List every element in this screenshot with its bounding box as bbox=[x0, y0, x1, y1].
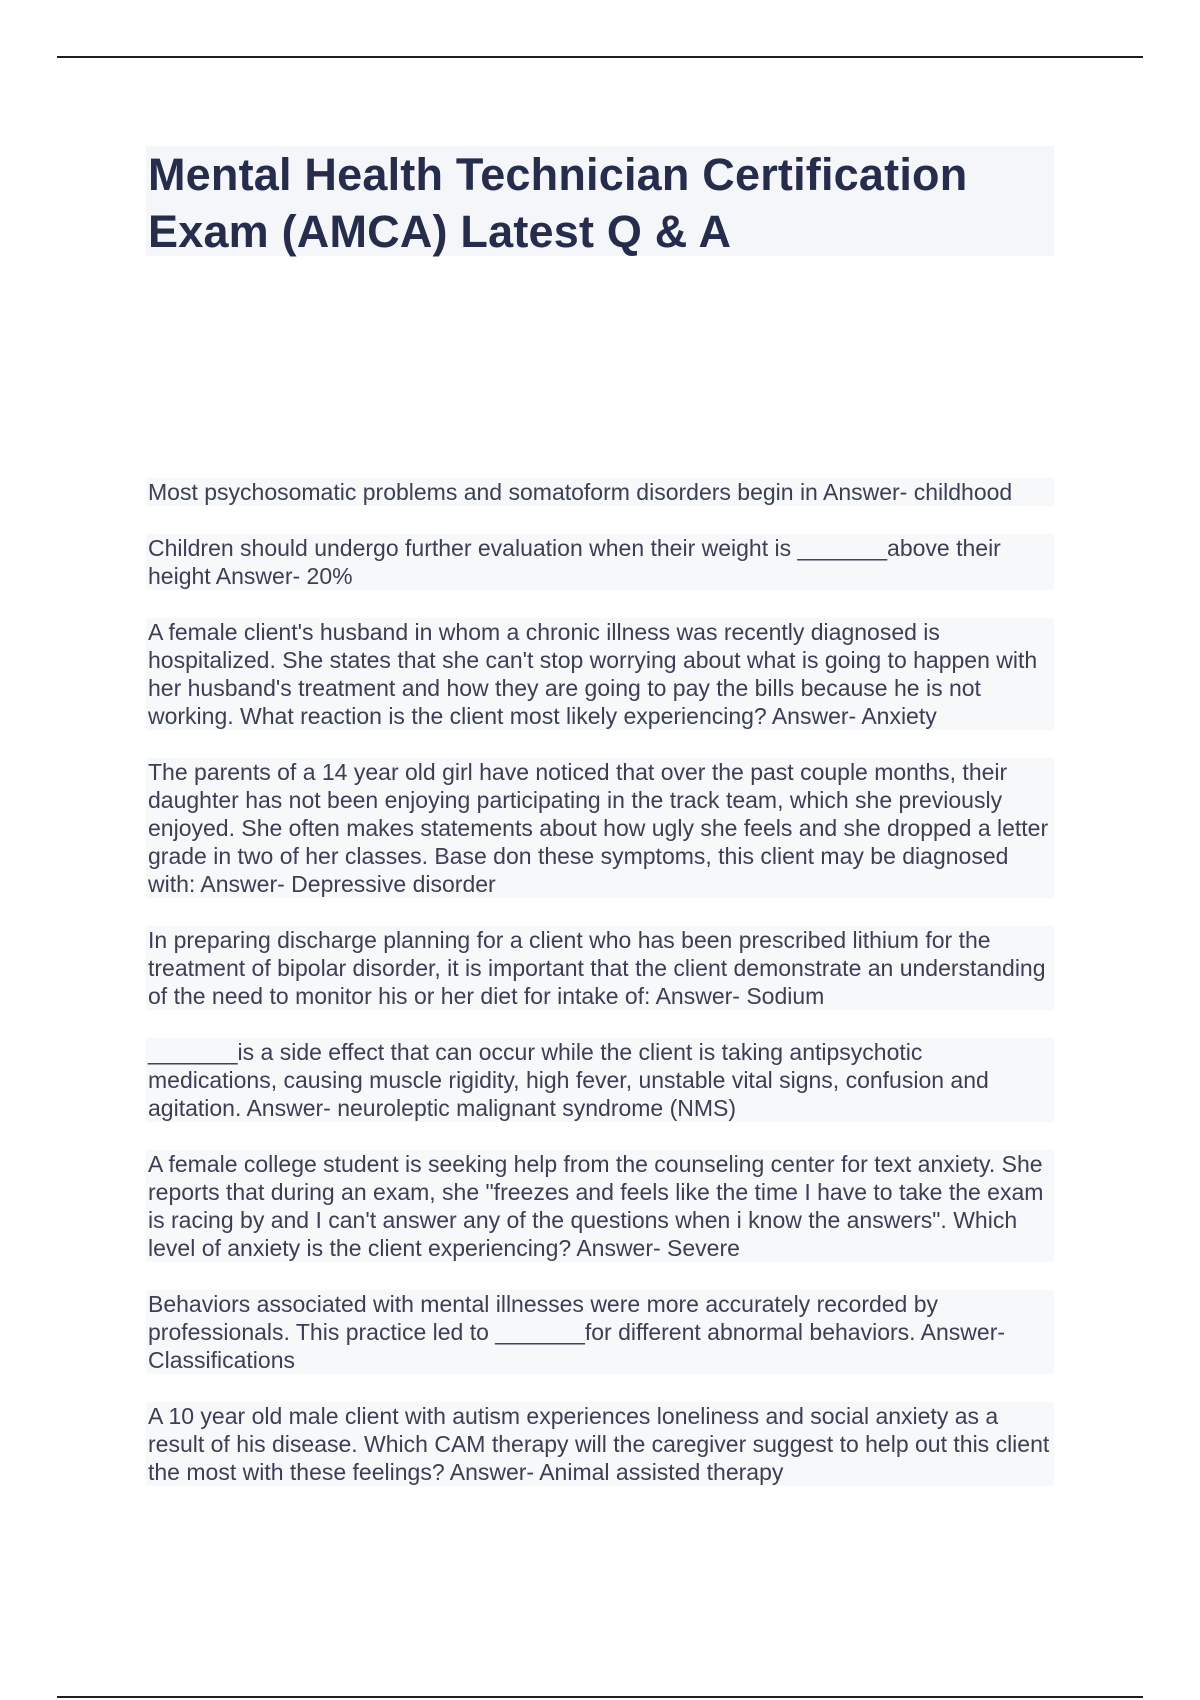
qa-question: A female college student is seeking help from the counseling center for text anxiety. She reports that during an exam, she "freezes and feels like the time I have to take the exam is racing by and I can't answer any of the questions when i know the answers". Which level of anxiety is the client experiencing? bbox=[148, 1151, 1044, 1261]
qa-list bbox=[146, 478, 1054, 1514]
qa-answer: Answer- 20% bbox=[215, 563, 353, 589]
qa-item bbox=[146, 534, 1054, 590]
qa-item bbox=[146, 1038, 1054, 1122]
qa-item bbox=[146, 1290, 1054, 1374]
qa-item bbox=[146, 478, 1054, 506]
top-divider bbox=[57, 56, 1143, 58]
qa-question: Most psychosomatic problems and somatoform disorders begin in bbox=[148, 479, 823, 505]
qa-item bbox=[146, 618, 1054, 730]
qa-answer: Answer- childhood bbox=[822, 479, 1013, 505]
qa-question: Behaviors associated with mental illnesses were more accurately recorded by professionals. This practice led to _______for different abnormal behaviors. bbox=[148, 1291, 939, 1345]
qa-answer: Answer- Severe bbox=[576, 1235, 740, 1261]
qa-answer: Answer- Animal assisted therapy bbox=[449, 1459, 784, 1485]
qa-question: The parents of a 14 year old girl have noticed that over the past couple months, their daughter has not been enjoying participating in the track team, which she previously enjoyed. She often makes statements about how ugly she feels and she dropped a letter grade in two of her classes. Base don these symptoms, this client may be diagnosed with: bbox=[148, 759, 1049, 897]
document-title: Mental Health Technician Certification Exam (AMCA) Latest Q & A bbox=[148, 149, 968, 257]
qa-item bbox=[146, 1402, 1054, 1486]
qa-question: Children should undergo further evaluation when their weight is _______above their height bbox=[148, 535, 1001, 589]
qa-answer: Answer- Depressive disorder bbox=[200, 871, 496, 897]
qa-item bbox=[146, 926, 1054, 1010]
bottom-divider bbox=[57, 1696, 1143, 1698]
qa-answer: Answer- Anxiety bbox=[771, 703, 937, 729]
qa-question: A female client's husband in whom a chronic illness was recently diagnosed is hospitalized. She states that she can't stop worrying about what is going to happen with her husband's treatment and how they are going to pay the bills because he is not working. What reaction is the client most likely experiencing? bbox=[148, 619, 1038, 729]
qa-item bbox=[146, 758, 1054, 898]
qa-item bbox=[146, 1150, 1054, 1262]
qa-answer: Answer- Classifications bbox=[148, 1319, 1006, 1373]
qa-answer: Answer- Sodium bbox=[655, 983, 825, 1009]
qa-question: In preparing discharge planning for a client who has been prescribed lithium for the treatment of bipolar disorder, it is important that the client demonstrate an understanding of the need to monitor his or her diet for intake of: bbox=[148, 927, 1046, 1009]
qa-answer: Answer- neuroleptic malignant syndrome (NMS) bbox=[246, 1095, 737, 1121]
title-block bbox=[146, 146, 1054, 256]
qa-question: A 10 year old male client with autism experiences loneliness and social anxiety as a result of his disease. Which CAM therapy will the caregiver suggest to help out this client the most with these feelings? bbox=[148, 1403, 1050, 1485]
qa-question: _______is a side effect that can occur while the client is taking antipsychotic medications, causing muscle rigidity, high fever, unstable vital signs, confusion and agitation. bbox=[148, 1039, 989, 1121]
